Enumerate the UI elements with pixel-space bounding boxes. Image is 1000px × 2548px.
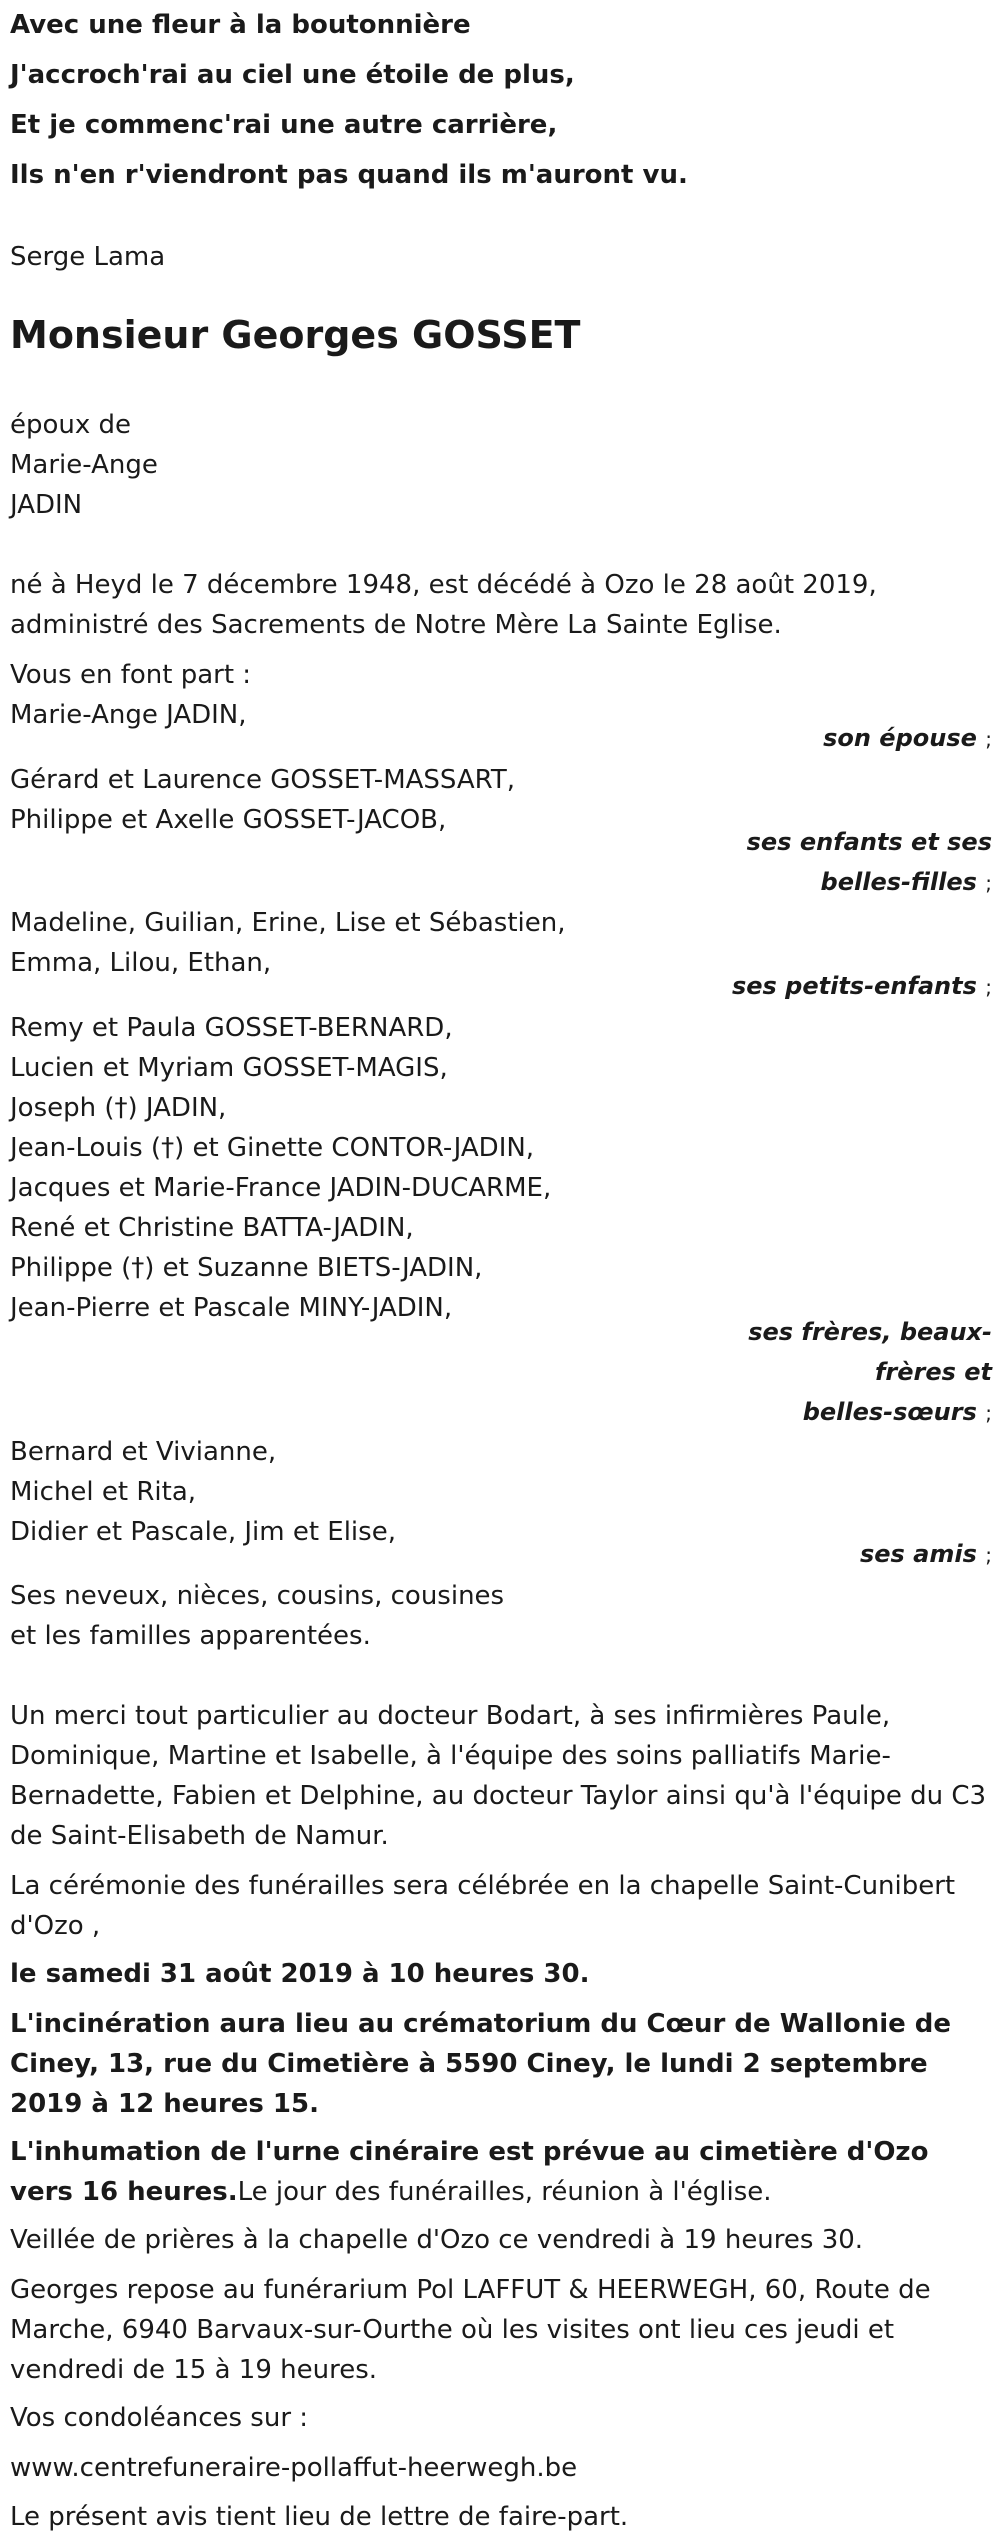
sacraments-line: administré des Sacrements de Notre Mère La Sainte Eglise. xyxy=(10,610,782,640)
sibling-entry: Remy et Paula GOSSET-BERNARD, xyxy=(10,1013,453,1043)
poem-line: Ils n'en r'viendront pas quand ils m'auront vu. xyxy=(10,160,688,190)
sibling-entry: Jacques et Marie-France JADIN-DUCARME, xyxy=(10,1173,552,1203)
funeral-home-website[interactable]: www.centrefuneraire-pollaffut-heerwegh.be xyxy=(10,2453,578,2483)
siblings-role-line: frères et xyxy=(874,1358,992,1386)
children-role-line: belles-filles ; xyxy=(820,868,992,896)
poem-line: Et je commenc'rai une autre carrière, xyxy=(10,110,558,140)
thanks-paragraph: Un merci tout particulier au docteur Bodart, à ses infirmières Paule, Dominique, Martine et Isabelle, à l'équipe des soins palliatifs Marie-Bernadette, Fabien et Delphine, au docteur Taylor ainsi qu'à l'équipe du C3 de Saint-Elisabeth de Namur. xyxy=(10,1701,987,1851)
sibling-entry: René et Christine BATTA-JADIN, xyxy=(10,1213,414,1243)
sibling-entry: Lucien et Myriam GOSSET-MAGIS, xyxy=(10,1053,448,1083)
sibling-entry: Jean-Pierre et Pascale MINY-JADIN, xyxy=(10,1293,453,1323)
cremation-paragraph: L'incinération aura lieu au crématorium du Cœur de Wallonie de Ciney, 13, rue du Cimetière à 5590 Ciney, le lundi 2 septembre 2019 à 12 heures 15. xyxy=(10,2009,952,2119)
children-role-line: ses enfants et ses xyxy=(746,828,992,856)
burial-paragraph: L'inhumation de l'urne cinéraire est prévue au cimetière d'Ozo vers 16 heures.Le jour des funérailles, réunion à l'église. xyxy=(10,2137,929,2207)
family-intro: Vous en font part : xyxy=(10,660,252,690)
friends-role: ses amis ; xyxy=(859,1540,992,1568)
cross-icon: † xyxy=(161,1133,175,1163)
sibling-entry: Jean-Louis (†) et Ginette CONTOR-JADIN, xyxy=(10,1133,535,1163)
grandchild-entry: Madeline, Guilian, Erine, Lise et Sébastien, xyxy=(10,908,566,938)
siblings-role-line: belles-sœurs ; xyxy=(802,1398,992,1426)
sibling-entry: Joseph (†) JADIN, xyxy=(10,1093,227,1123)
spouse-role: son épouse ; xyxy=(823,724,992,752)
poem-line: J'accroch'rai au ciel une étoile de plus, xyxy=(10,60,575,90)
relatives-line: et les familles apparentées. xyxy=(10,1621,371,1651)
ceremony-paragraph: La cérémonie des funérailles sera célébrée en la chapelle Saint-Cunibert d'Ozo , xyxy=(10,1871,956,1941)
ceremony-date: le samedi 31 août 2019 à 10 heures 30. xyxy=(10,1959,590,1989)
spouse-first-name: Marie-Ange xyxy=(10,450,158,480)
child-entry: Gérard et Laurence GOSSET-MASSART, xyxy=(10,765,516,795)
cross-icon: † xyxy=(114,1093,128,1123)
poem-author: Serge Lama xyxy=(10,242,166,272)
birth-death-line: né à Heyd le 7 décembre 1948, est décédé à Ozo le 28 août 2019, xyxy=(10,570,877,600)
condolences-intro: Vos condoléances sur : xyxy=(10,2403,309,2433)
grandchildren-role: ses petits-enfants ; xyxy=(731,972,992,1000)
closing-line: Le présent avis tient lieu de lettre de faire-part. xyxy=(10,2502,629,2532)
friend-entry: Michel et Rita, xyxy=(10,1477,197,1507)
sibling-entry: Philippe (†) et Suzanne BIETS-JADIN, xyxy=(10,1253,483,1283)
friend-entry: Didier et Pascale, Jim et Elise, xyxy=(10,1517,396,1547)
child-entry: Philippe et Axelle GOSSET-JACOB, xyxy=(10,805,447,835)
repose-paragraph: Georges repose au funérarium Pol LAFFUT & HEERWEGH, 60, Route de Marche, 6940 Barvaux-sur-Ourthe où les visites ont lieu ces jeudi et vendredi de 15 à 19 heures. xyxy=(10,2275,931,2385)
siblings-role-line: ses frères, beaux- xyxy=(748,1318,992,1346)
deceased-name: Monsieur Georges GOSSET xyxy=(10,313,581,357)
poem-line: Avec une fleur à la boutonnière xyxy=(10,10,471,40)
friend-entry: Bernard et Vivianne, xyxy=(10,1437,277,1467)
vigil-paragraph: Veillée de prières à la chapelle d'Ozo ce vendredi à 19 heures 30. xyxy=(10,2225,864,2255)
spouse-last-name: JADIN xyxy=(10,490,83,520)
grandchild-entry: Emma, Lilou, Ethan, xyxy=(10,948,272,978)
relatives-line: Ses neveux, nièces, cousins, cousines xyxy=(10,1581,505,1611)
spouse-intro: époux de xyxy=(10,410,132,440)
spouse-entry: Marie-Ange JADIN, xyxy=(10,700,247,730)
cross-icon: † xyxy=(131,1253,145,1283)
